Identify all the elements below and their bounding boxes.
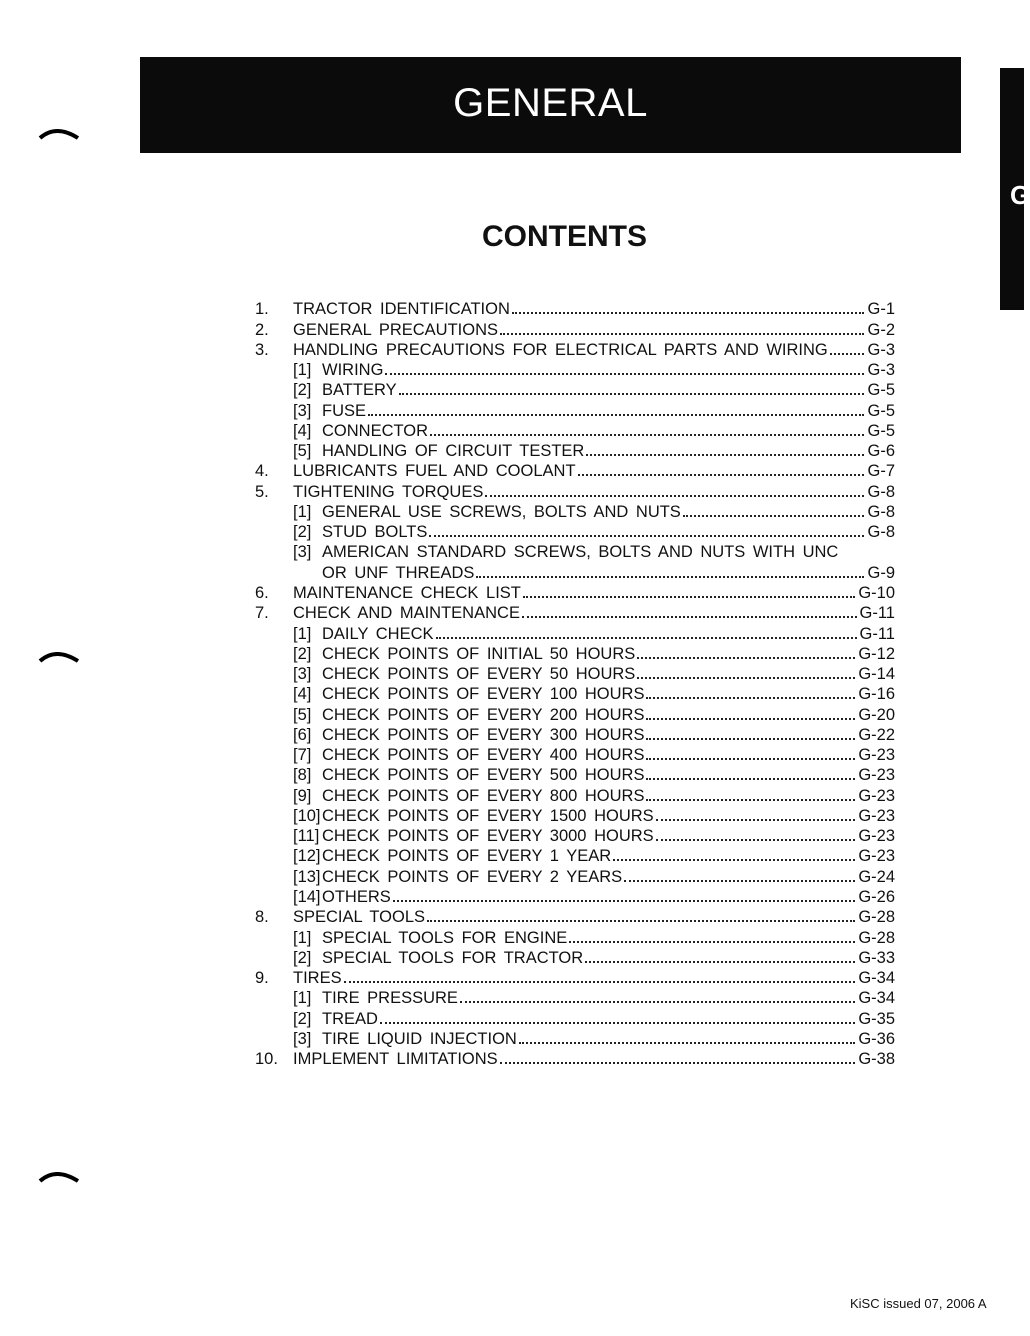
entry-subnumber: [6] — [293, 725, 312, 744]
entry-page: G-5 — [867, 421, 895, 440]
entry-title: MAINTENANCE CHECK LIST — [293, 583, 521, 602]
issue-footer: KiSC issued 07, 2006 A — [850, 1296, 987, 1311]
entry-page: G-6 — [867, 442, 895, 461]
entry-title: TIGHTENING TORQUES — [293, 482, 484, 501]
dot-leader — [656, 819, 856, 821]
toc-entry[interactable] — [255, 461, 895, 481]
toc-entry[interactable] — [255, 988, 895, 1008]
entry-subnumber: [1] — [293, 502, 312, 521]
dot-leader — [646, 718, 855, 720]
entry-page: G-34 — [858, 969, 895, 988]
entry-title: CHECK POINTS OF EVERY 200 HOURS — [322, 705, 645, 724]
entry-page: G-38 — [858, 1050, 895, 1069]
entry-number: 4. — [255, 462, 269, 481]
entry-page: G-23 — [858, 806, 895, 825]
dot-leader — [436, 637, 857, 639]
toc-entry[interactable] — [255, 502, 895, 522]
dot-leader — [500, 1062, 856, 1064]
entry-page: G-8 — [867, 482, 895, 501]
entry-number: 6. — [255, 583, 269, 602]
entry-subnumber: [2] — [293, 644, 312, 663]
entry-subnumber: [12] — [293, 847, 321, 866]
entry-title: SPECIAL TOOLS FOR TRACTOR — [322, 948, 584, 967]
toc-entry[interactable] — [255, 481, 895, 501]
entry-number: 5. — [255, 482, 269, 501]
dot-leader — [427, 920, 855, 922]
dot-leader — [522, 616, 857, 618]
entry-page: G-36 — [858, 1029, 895, 1048]
entry-subnumber: [1] — [293, 928, 312, 947]
table-of-contents — [255, 299, 895, 1069]
toc-entry[interactable] — [255, 907, 895, 927]
entry-subnumber: [2] — [293, 523, 312, 542]
entry-subnumber: [1] — [293, 361, 312, 380]
dot-leader — [830, 353, 865, 355]
dot-leader — [569, 941, 855, 943]
dot-leader — [512, 312, 865, 314]
dot-leader — [578, 474, 865, 476]
entry-page: G-3 — [867, 340, 895, 359]
toc-entry[interactable] — [255, 887, 895, 907]
entry-title: CHECK POINTS OF EVERY 2 YEARS — [322, 867, 623, 886]
dot-leader — [683, 515, 865, 517]
entry-title: HANDLING PRECAUTIONS FOR ELECTRICAL PARTS AND WIRING — [293, 340, 828, 359]
entry-title: CHECK AND MAINTENANCE — [293, 604, 520, 623]
entry-page: G-12 — [858, 644, 895, 663]
entry-page: G-23 — [858, 766, 895, 785]
dot-leader — [637, 657, 855, 659]
entry-title: STUD BOLTS — [322, 523, 428, 542]
toc-entry[interactable] — [255, 846, 895, 866]
entry-subnumber: [7] — [293, 746, 312, 765]
toc-entry[interactable] — [255, 684, 895, 704]
entry-subnumber: [1] — [293, 624, 312, 643]
entry-subnumber: [8] — [293, 766, 312, 785]
entry-title: HANDLING OF CIRCUIT TESTER — [322, 442, 585, 461]
dot-leader — [385, 373, 864, 375]
entry-number: 10. — [255, 1050, 278, 1069]
entry-title: AMERICAN STANDARD SCREWS, BOLTS AND NUTS WITH UNC — [322, 543, 839, 562]
toc-entry[interactable] — [255, 806, 895, 826]
entry-title: TIRE PRESSURE — [322, 989, 458, 1008]
entry-title: IMPLEMENT LIMITATIONS — [293, 1050, 498, 1069]
entry-number: 3. — [255, 340, 269, 359]
toc-entry[interactable] — [255, 562, 895, 582]
entry-subnumber: [11] — [293, 827, 320, 846]
entry-subnumber: [4] — [293, 421, 312, 440]
dot-leader — [637, 677, 855, 679]
dot-leader — [344, 981, 856, 983]
entry-page: G-20 — [858, 705, 895, 724]
entry-title: SPECIAL TOOLS FOR ENGINE — [322, 928, 568, 947]
entry-number: 1. — [255, 300, 269, 319]
entry-page: G-11 — [859, 604, 895, 623]
entry-title: CHECK POINTS OF EVERY 3000 HOURS — [322, 827, 654, 846]
entry-title: TREAD — [322, 1009, 378, 1028]
dot-leader — [646, 738, 855, 740]
entry-page: G-11 — [859, 624, 895, 643]
entry-title: TIRES — [293, 969, 342, 988]
entry-subnumber: [3] — [293, 401, 312, 420]
entry-page: G-23 — [858, 786, 895, 805]
toc-entry[interactable] — [255, 785, 895, 805]
entry-subnumber: [10] — [293, 806, 321, 825]
toc-entry[interactable] — [255, 542, 895, 562]
toc-entry[interactable] — [255, 1029, 895, 1049]
dot-leader — [429, 535, 864, 537]
entry-title: OTHERS — [322, 887, 391, 906]
dot-leader — [476, 576, 864, 578]
toc-entry[interactable] — [255, 644, 895, 664]
binding-mark-icon — [38, 645, 80, 665]
toc-entry[interactable] — [255, 583, 895, 603]
dot-leader — [393, 900, 856, 902]
entry-subnumber: [4] — [293, 685, 312, 704]
entry-subnumber: [2] — [293, 381, 312, 400]
dot-leader — [460, 1001, 855, 1003]
dot-leader — [646, 799, 855, 801]
dot-leader — [646, 778, 855, 780]
entry-page: G-23 — [858, 827, 895, 846]
entry-subnumber: [2] — [293, 948, 312, 967]
entry-subnumber: [3] — [293, 665, 312, 684]
entry-page: G-26 — [858, 887, 895, 906]
entry-title: WIRING — [322, 361, 384, 380]
section-tab-letter: G — [1010, 180, 1030, 210]
entry-subnumber: [3] — [293, 543, 312, 562]
toc-entry[interactable] — [255, 603, 895, 623]
entry-subnumber: [5] — [293, 442, 312, 461]
entry-number: 2. — [255, 320, 269, 339]
binding-mark-icon — [38, 1165, 80, 1185]
dot-leader — [656, 839, 856, 841]
entry-page: G-1 — [867, 300, 895, 319]
entry-title: CHECK POINTS OF INITIAL 50 HOURS — [322, 644, 636, 663]
entry-page: G-3 — [867, 361, 895, 380]
dot-leader — [368, 414, 864, 416]
entry-page: G-5 — [867, 381, 895, 400]
toc-entry[interactable] — [255, 826, 895, 846]
entry-page: G-23 — [858, 746, 895, 765]
entry-title: LUBRICANTS FUEL AND COOLANT — [293, 462, 576, 481]
toc-entry[interactable] — [255, 725, 895, 745]
entry-subnumber: [2] — [293, 1009, 312, 1028]
entry-title: GENERAL PRECAUTIONS — [293, 320, 499, 339]
entry-title: GENERAL USE SCREWS, BOLTS AND NUTS — [322, 502, 681, 521]
entry-page: G-8 — [867, 502, 895, 521]
dot-leader — [430, 434, 864, 436]
entry-page: G-2 — [867, 320, 895, 339]
toc-entry[interactable] — [255, 400, 895, 420]
entry-page: G-5 — [867, 401, 895, 420]
entry-title: CHECK POINTS OF EVERY 400 HOURS — [322, 746, 645, 765]
dot-leader — [586, 454, 864, 456]
dot-leader — [380, 1022, 855, 1024]
entry-page: G-28 — [858, 908, 895, 927]
entry-title: TIRE LIQUID INJECTION — [322, 1029, 517, 1048]
entry-title: FUSE — [322, 401, 367, 420]
entry-page: G-23 — [858, 847, 895, 866]
dot-leader — [646, 758, 855, 760]
entry-subnumber: [9] — [293, 786, 312, 805]
section-banner — [140, 57, 961, 153]
entry-title: CONNECTOR — [322, 421, 429, 440]
toc-entry[interactable] — [255, 866, 895, 886]
entry-title: OR UNF THREADS — [322, 563, 475, 582]
entry-page: G-8 — [867, 523, 895, 542]
entry-number: 8. — [255, 908, 269, 927]
dot-leader — [646, 697, 855, 699]
toc-entry[interactable] — [255, 319, 895, 339]
entry-title: CHECK POINTS OF EVERY 300 HOURS — [322, 725, 645, 744]
entry-title: DAILY CHECK — [322, 624, 434, 643]
toc-entry[interactable] — [255, 948, 895, 968]
entry-subnumber: [3] — [293, 1029, 312, 1048]
toc-entry[interactable] — [255, 441, 895, 461]
entry-subnumber: [1] — [293, 989, 312, 1008]
toc-entry[interactable] — [255, 340, 895, 360]
toc-entry[interactable] — [255, 745, 895, 765]
dot-leader — [624, 880, 855, 882]
entry-page: G-22 — [858, 725, 895, 744]
section-title: GENERAL — [453, 81, 648, 125]
entry-page: G-16 — [858, 685, 895, 704]
entry-title: CHECK POINTS OF EVERY 100 HOURS — [322, 685, 645, 704]
toc-entry[interactable] — [255, 360, 895, 380]
section-tab — [1000, 68, 1030, 310]
toc-entry[interactable] — [255, 380, 895, 400]
entry-title: CHECK POINTS OF EVERY 50 HOURS — [322, 665, 636, 684]
toc-entry[interactable] — [255, 1049, 895, 1069]
entry-page: G-9 — [867, 563, 895, 582]
toc-entry[interactable] — [255, 765, 895, 785]
toc-entry[interactable] — [255, 704, 895, 724]
entry-title: TRACTOR IDENTIFICATION — [293, 300, 510, 319]
toc-entry[interactable] — [255, 664, 895, 684]
dot-leader — [585, 961, 855, 963]
entry-title: CHECK POINTS OF EVERY 1500 HOURS — [322, 806, 654, 825]
dot-leader — [399, 393, 865, 395]
dot-leader — [500, 333, 864, 335]
contents-heading: CONTENTS — [482, 220, 647, 253]
entry-number: 7. — [255, 604, 269, 623]
dot-leader — [523, 596, 855, 598]
entry-page: G-28 — [858, 928, 895, 947]
toc-entry[interactable] — [255, 968, 895, 988]
entry-page: G-35 — [858, 1009, 895, 1028]
entry-page: G-33 — [858, 948, 895, 967]
entry-page: G-7 — [867, 462, 895, 481]
dot-leader — [519, 1042, 855, 1044]
entry-subnumber: [5] — [293, 705, 312, 724]
entry-title: CHECK POINTS OF EVERY 500 HOURS — [322, 766, 645, 785]
toc-entry[interactable] — [255, 421, 895, 441]
entry-number: 9. — [255, 969, 269, 988]
entry-page: G-34 — [858, 989, 895, 1008]
dot-leader — [613, 859, 855, 861]
entry-title: BATTERY — [322, 381, 397, 400]
dot-leader — [485, 495, 864, 497]
entry-subnumber: [13] — [293, 867, 321, 886]
entry-title: CHECK POINTS OF EVERY 800 HOURS — [322, 786, 645, 805]
entry-title: CHECK POINTS OF EVERY 1 YEAR — [322, 847, 612, 866]
entry-page: G-14 — [858, 665, 895, 684]
toc-entry[interactable] — [255, 927, 895, 947]
entry-subnumber: [14] — [293, 887, 321, 906]
toc-entry[interactable] — [255, 623, 895, 643]
entry-page: G-10 — [858, 583, 895, 602]
entry-title: SPECIAL TOOLS — [293, 908, 426, 927]
toc-entry[interactable] — [255, 1008, 895, 1028]
binding-mark-icon — [38, 122, 80, 142]
toc-entry[interactable] — [255, 522, 895, 542]
entry-page: G-24 — [858, 867, 895, 886]
toc-entry[interactable] — [255, 299, 895, 319]
